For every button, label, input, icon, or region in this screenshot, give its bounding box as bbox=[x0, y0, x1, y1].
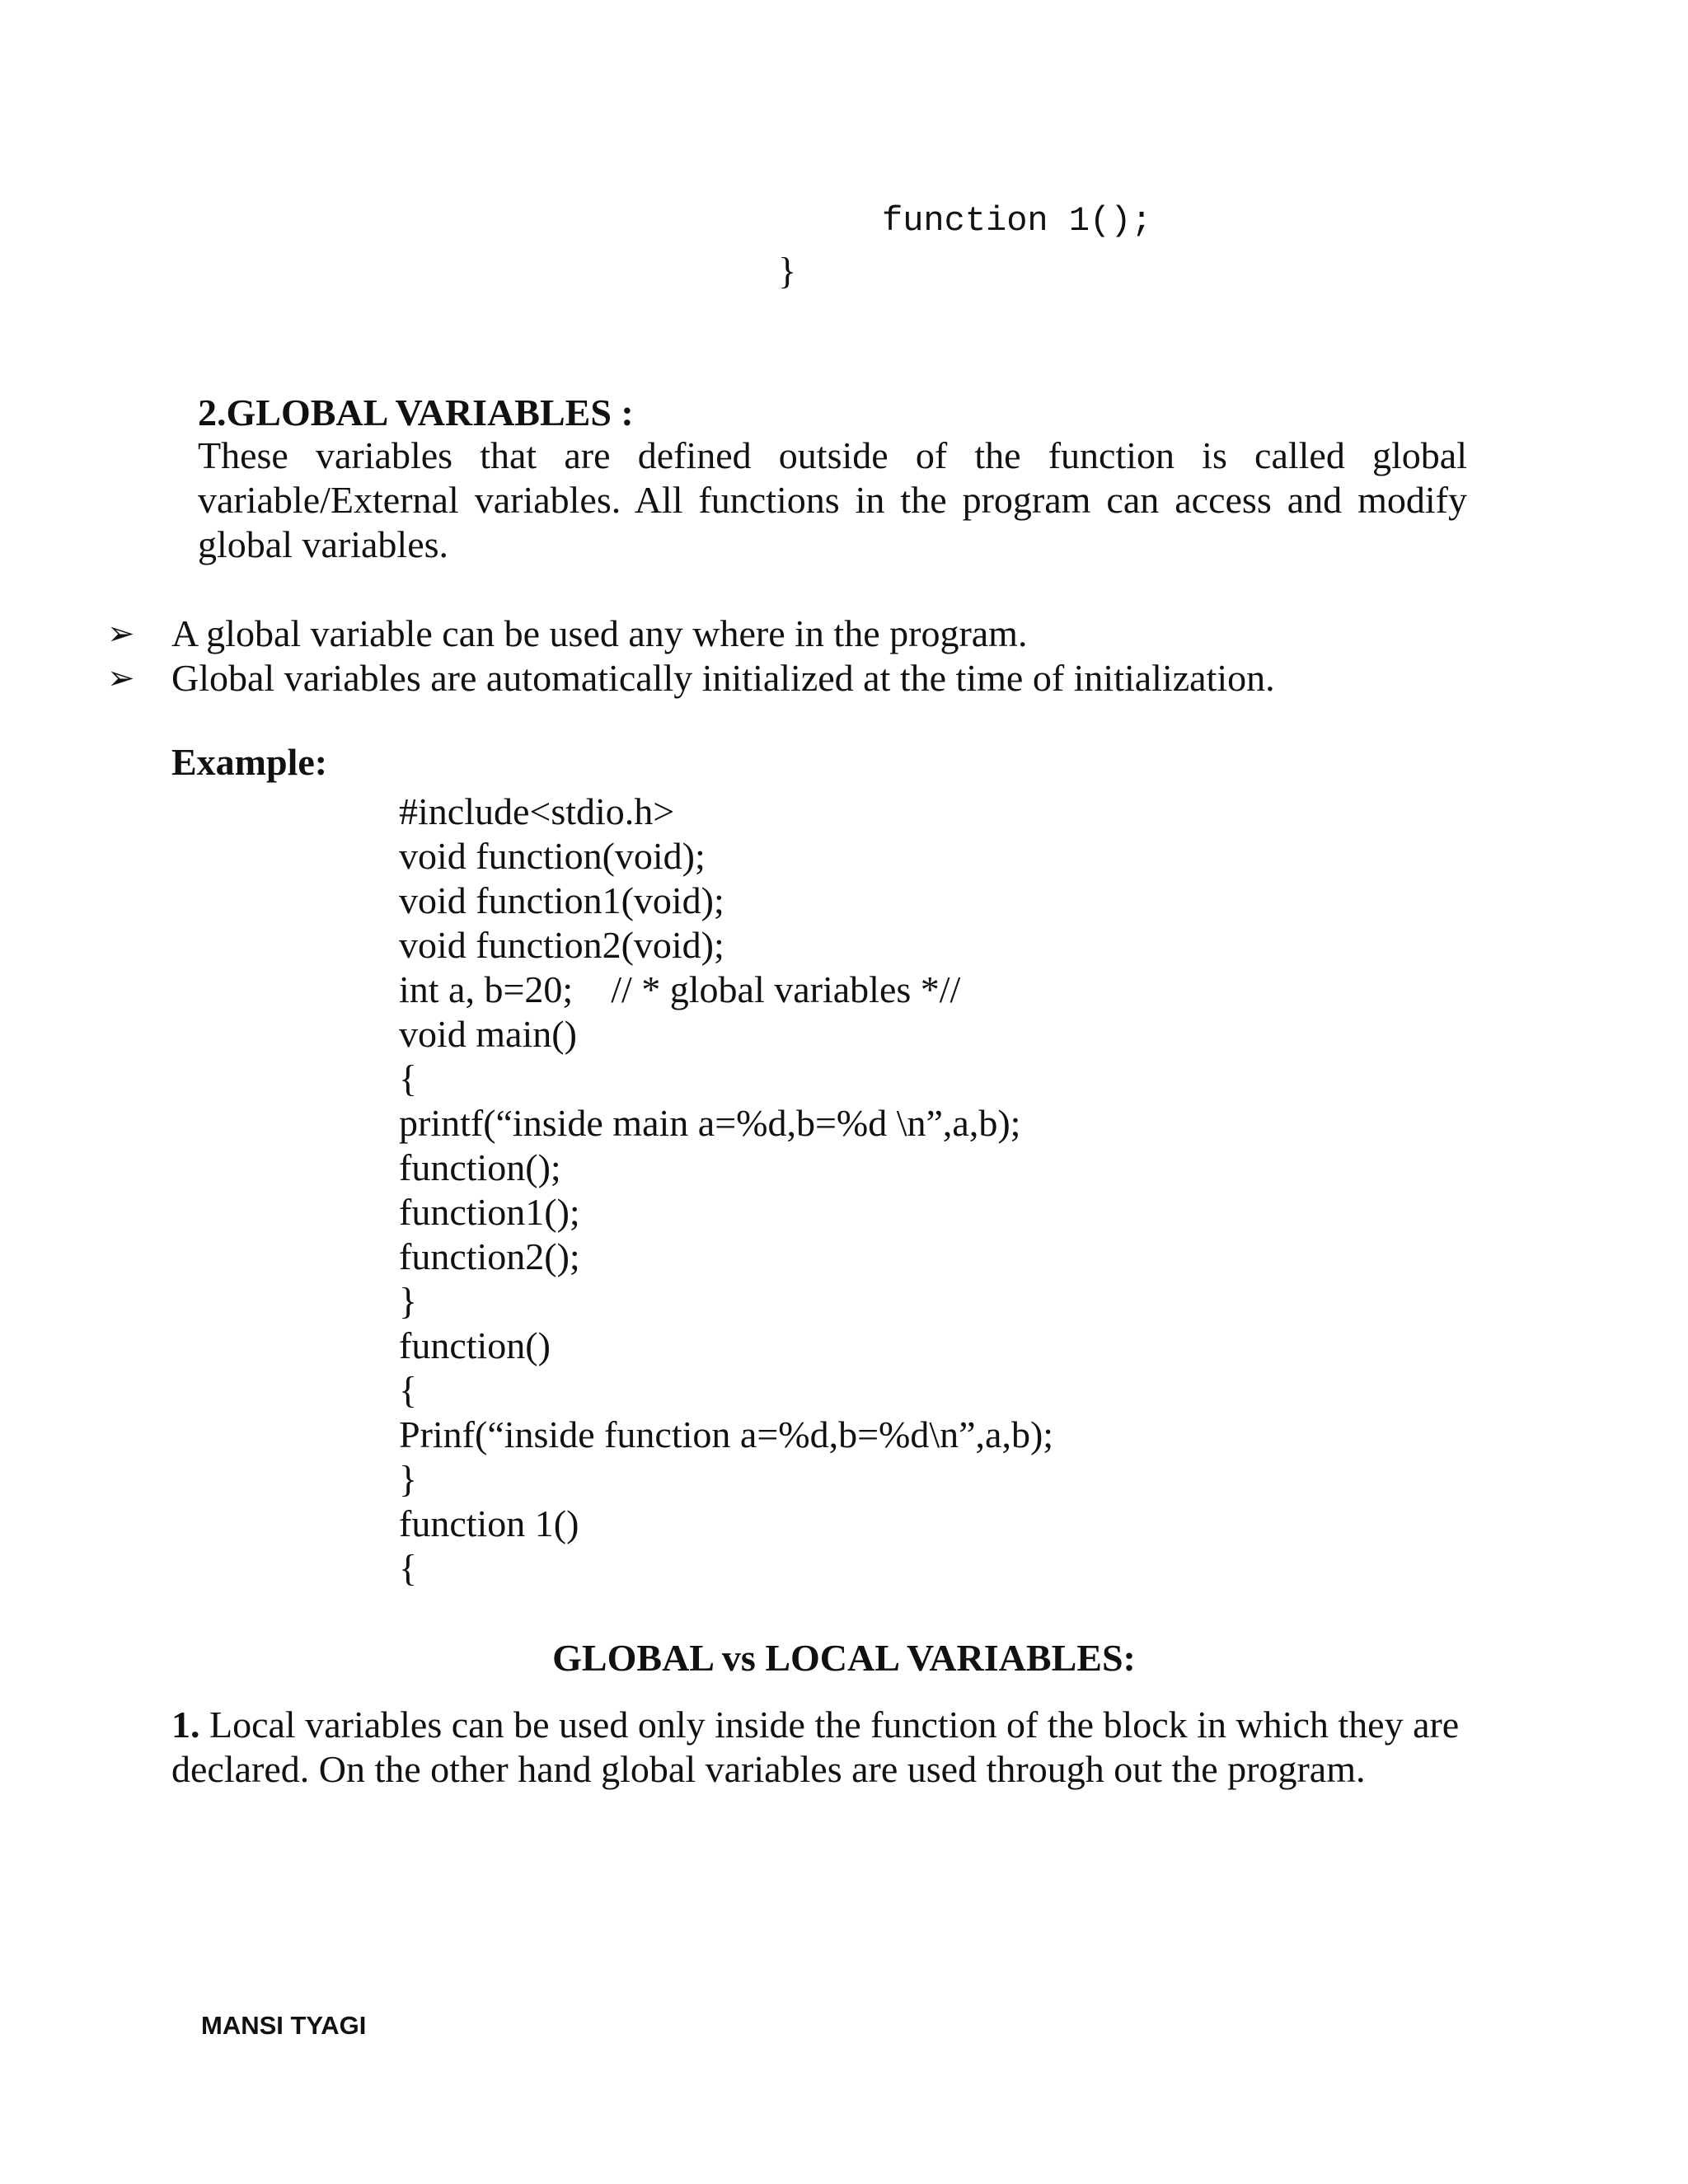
code-line-function1-call: function 1(); bbox=[882, 201, 1152, 241]
list-item bbox=[107, 612, 1275, 656]
code-line: { bbox=[399, 1547, 418, 1589]
arrow-bullet-icon: ➢ bbox=[107, 659, 135, 697]
example-code-block bbox=[399, 790, 1053, 1591]
global-variables-paragraph: These variables that are defined outside of the function is called global variable/External variables. All functions in the program can access and modify global variables. bbox=[198, 434, 1467, 565]
code-line: void main() bbox=[399, 1013, 577, 1055]
code-line: { bbox=[399, 1057, 418, 1099]
code-line: } bbox=[399, 1280, 418, 1322]
bullet-list bbox=[107, 612, 1275, 701]
bullet-text: Global variables are automatically initialized at the time of initialization. bbox=[171, 657, 1275, 699]
code-line: #include<stdio.h> bbox=[399, 790, 675, 832]
bullet-text: A global variable can be used any where in the program. bbox=[171, 612, 1028, 654]
code-line: function() bbox=[399, 1324, 551, 1366]
code-line: printf(“inside main a=%d,b=%d \n”,a,b); bbox=[399, 1102, 1021, 1144]
comparison-point-1 bbox=[171, 1703, 1482, 1792]
point-text: Local variables can be used only inside the function of the block in which they are declared. On the other hand global variables are used through out the program. bbox=[171, 1704, 1460, 1790]
code-line: int a, b=20; // * global variables *// bbox=[399, 968, 961, 1010]
code-line-closing-brace: } bbox=[778, 250, 797, 292]
code-line: } bbox=[399, 1458, 418, 1500]
footer-author: MANSI TYAGI bbox=[201, 2011, 367, 2040]
point-number: 1. bbox=[171, 1704, 200, 1746]
code-line: function(); bbox=[399, 1146, 561, 1188]
example-label: Example: bbox=[171, 741, 328, 783]
code-line: function2(); bbox=[399, 1235, 580, 1277]
section-heading-global-variables: 2.GLOBAL VARIABLES : bbox=[198, 391, 634, 434]
code-line: void function1(void); bbox=[399, 879, 724, 921]
list-item bbox=[107, 656, 1275, 701]
code-line: { bbox=[399, 1369, 418, 1411]
code-line: function 1() bbox=[399, 1502, 579, 1544]
code-line: void function2(void); bbox=[399, 924, 724, 966]
code-line: void function(void); bbox=[399, 835, 706, 877]
comparison-heading: GLOBAL vs LOCAL VARIABLES: bbox=[552, 1637, 1136, 1679]
code-line: function1(); bbox=[399, 1191, 580, 1233]
arrow-bullet-icon: ➢ bbox=[107, 615, 135, 653]
code-line: Prinf(“inside function a=%d,b=%d\n”,a,b); bbox=[399, 1413, 1054, 1455]
